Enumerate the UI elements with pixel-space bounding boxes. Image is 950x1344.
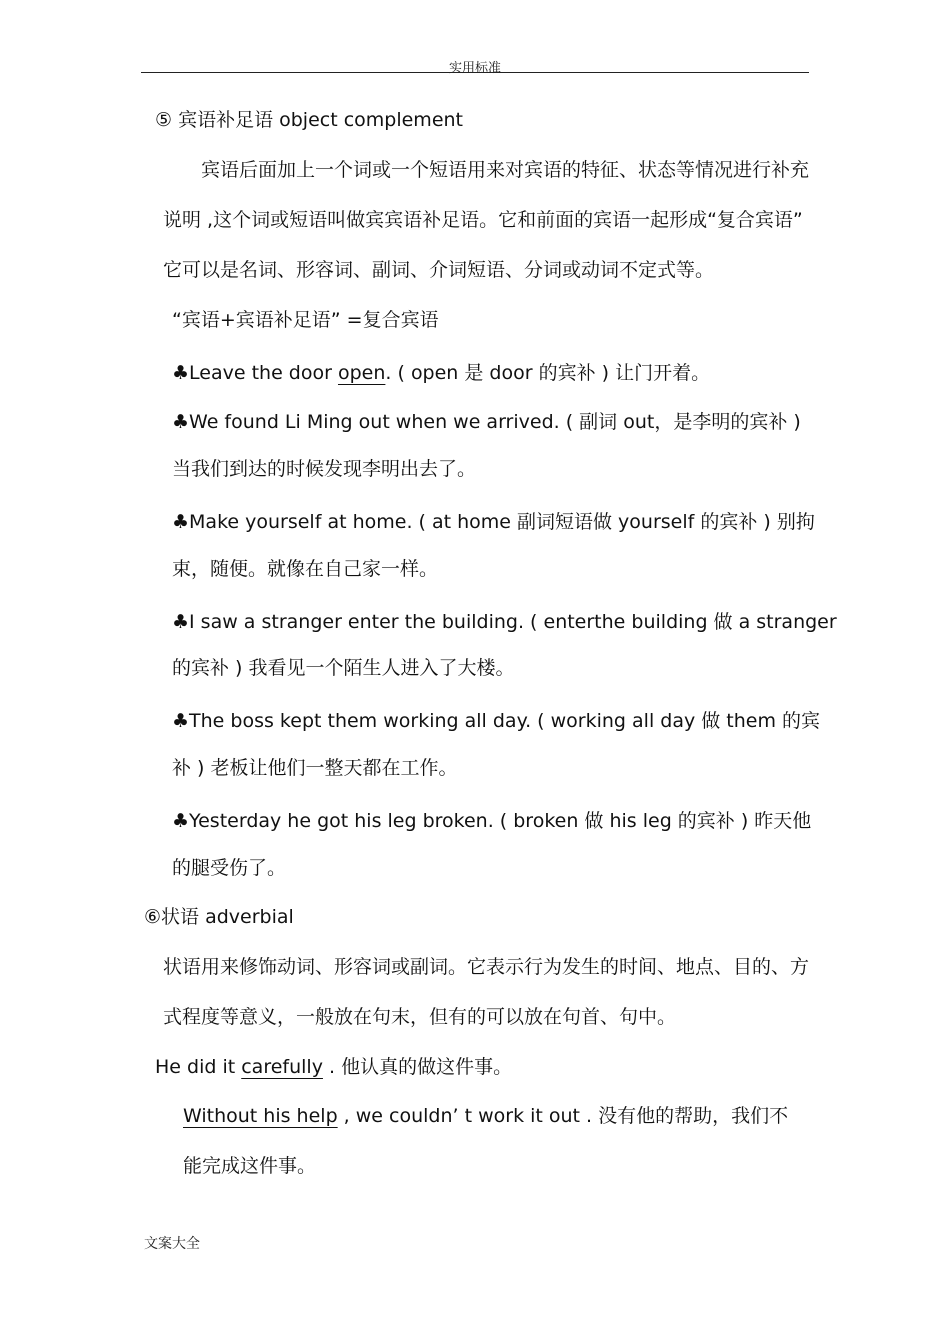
example-1-underlined: open: [337, 362, 386, 384]
adverbial-example-2-line-1: [183, 1104, 788, 1128]
example-5-line-1: ♣The boss kept them working all day. ( working all day 做 them 的宾: [172, 710, 821, 732]
adverbial-example-2-underlined: Without his help: [183, 1105, 338, 1127]
page-footer: 文案大全: [144, 1236, 200, 1252]
section-6-para-line-1: 状语用来修饰动词、形容词或副词。它表示行为发生的时间、地点、目的、方: [163, 956, 810, 978]
example-3-line-2: 束，随便。就像在自己家一样。: [172, 558, 439, 580]
section-5-heading: ⑤ 宾语补足语 object complement: [155, 109, 463, 131]
adverbial-example-1-pre: He did it: [155, 1056, 242, 1078]
adverbial-example-2-post: , we couldn’ t work it out . 没有他的帮助，我们不: [337, 1105, 789, 1127]
section-6-para-line-2: 式程度等意义，一般放在句末，但有的可以放在句首、句中。: [163, 1006, 677, 1028]
example-2-line-2: 当我们到达的时候发现李明出去了。: [172, 458, 477, 480]
compound-object-formula: “宾语+宾语补足语” =复合宾语: [172, 309, 439, 331]
example-5-line-2: 补 ) 老板让他们一整天都在工作。: [172, 757, 458, 779]
example-6-line-2: 的腿受伤了。: [172, 857, 287, 879]
header-rule: [141, 72, 809, 73]
section-5-para-line-2: 说明 ,这个词或短语叫做宾宾语补足语。它和前面的宾语一起形成“复合宾语”: [163, 209, 803, 231]
example-3-line-1: ♣Make yourself at home. ( at home 副词短语做 yourself 的宾补 ) 别拘: [172, 511, 815, 533]
example-4-line-1: ♣I saw a stranger enter the building. ( enterthe building 做 a stranger: [172, 611, 837, 633]
example-1-pre: ♣Leave the door: [172, 362, 338, 384]
adverbial-example-2-line-2: 能完成这件事。: [183, 1155, 317, 1177]
section-5-para-line-3: 它可以是名词、形容词、副词、介词短语、分词或动词不定式等。: [163, 259, 715, 281]
adverbial-example-1-underlined: carefully: [241, 1056, 323, 1078]
adverbial-example-1: [155, 1055, 512, 1079]
example-2-line-1: ♣We found Li Ming out when we arrived. ( 副词 out，是李明的宾补 ): [172, 411, 801, 433]
section-5-para-line-1: 宾语后面加上一个词或一个短语用来对宾语的特征、状态等情况进行补充: [201, 159, 810, 181]
example-1: [172, 361, 710, 385]
example-4-line-2: 的宾补 ) 我看见一个陌生人进入了大楼。: [172, 657, 515, 679]
adverbial-example-1-post: . 他认真的做这件事。: [322, 1056, 513, 1078]
page-header: 实用标准: [448, 61, 501, 76]
example-1-post: . ( open 是 door 的宾补 ) 让门开着。: [385, 362, 711, 384]
section-6-heading: ⑥状语 adverbial: [144, 906, 294, 928]
example-6-line-1: ♣Yesterday he got his leg broken. ( broken 做 his leg 的宾补 ) 昨天他: [172, 810, 812, 832]
